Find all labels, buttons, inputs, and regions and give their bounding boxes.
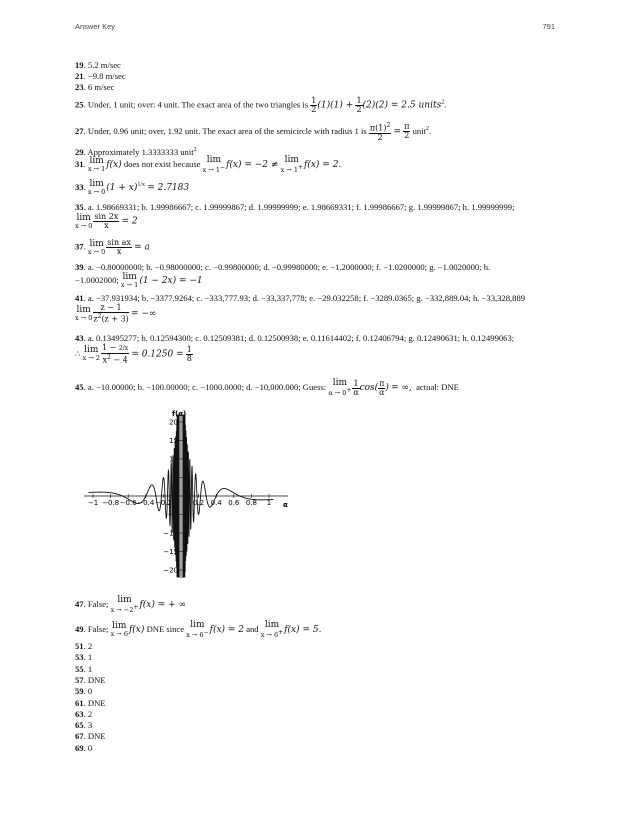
function-graph <box>84 410 294 580</box>
x-tick-label: −0.8 <box>102 499 120 507</box>
answer-19: 19. 5.2 m/sec <box>75 60 121 70</box>
answer-69: 69. 0 <box>75 742 93 753</box>
answer-57: 57. DNE <box>75 674 106 685</box>
answer-39: 39. a. −0.80000000; b. −0.98000000; c. −0.99800000; d. −0.99980000; e. −1.2000000; f. −1.0200000; g. −1.0020000; h. −1.0002000; lim x → 1 (1 − 2x) = −1 <box>75 262 491 289</box>
x-tick-label: −1 <box>87 499 99 507</box>
graph-x-axis-label: α <box>283 501 288 509</box>
answer-41: 41. a. −37.931934; b. −3377.9264; c. −333,777.93; d. −33,337,778; e. −29.032258; f. −3289.0365; g. −332,889.04; h. −33,328,889 lim x → 0 $\frac{z - 1}{z^2(z + 3)}$ = −∞ <box>75 293 526 324</box>
y-tick-label: −10 <box>163 529 178 538</box>
answer-37: 37. lim x → 0 $\frac{\text{sin ax}}{x}$ = a <box>75 238 150 256</box>
answer-35: 35. a. 1.98669331; b. 1.99986667; c. 1.99999867; d. 1.99999999; e. 1.98669331; f. 1.99986667; g. 1.99999867; h. 1.99999999; lim x → 0 $\frac{\sin 2x}{x}$ = 2 <box>75 202 515 230</box>
answer-49: 49. False; lim x → 6 f(x) DNE since lim x → 6− f(x) = 2 and lim x → 6+ f(x) = 5. <box>75 620 322 640</box>
answer-63: 63. 2 <box>75 708 93 719</box>
answer-67: 67. DNE <box>75 731 106 742</box>
answer-59: 59. 0 <box>75 686 93 697</box>
answer-25: 25. Under, 1 unit; over: 4 unit. The exact area of the two triangles is $\frac{1}{2}$ (1)(1) + $\frac{1}{2}$ (2)(2) = 2.5 units$^2$. <box>75 96 447 114</box>
answer-43: 43. a. 0.13495277; b. 0.12594300; c. 0.12509381; d. 0.12500938; e. 0.11614402; f. 0.12406794; g. 0.12490631; h. 0.12499063; ∴ lim x → 2 $\frac{1 - 2/x}{x^2 - 4}$ = 0.1250 = $\frac{1}{8}$ <box>75 333 515 365</box>
y-tick-label: 20 <box>169 418 178 427</box>
answer-21: 21. −9.8 m/sec <box>75 71 126 81</box>
answer-53: 53. 1 <box>75 652 93 663</box>
answer-27: 27. Under, 0.96 unit; over, 1.92 unit. The exact area of the semicircle with radius 1 is $\frac{\pi(1)^2}{2}$ = $\frac{\pi}{2}$ unit$^2$. <box>75 122 432 142</box>
answer-55: 55. 1 <box>75 663 93 674</box>
answer-51: 51. 2 <box>75 641 93 651</box>
x-tick-label: 0.2 <box>193 499 205 507</box>
x-tick-label: −0.2 <box>154 499 172 507</box>
running-header: Answer Key <box>75 22 116 31</box>
answer-29: 29. Approximately 1.3333333 unit$^2$ <box>75 146 197 157</box>
x-tick-label: 1 <box>266 499 272 507</box>
answer-65: 65. 3 <box>75 720 93 731</box>
x-tick-label: 0.6 <box>228 499 240 507</box>
answer-33: 33. lim x → 0 $(1 + x)^{1/x} = 2.7183$ <box>75 179 190 196</box>
answer-23: 23. 6 m/sec <box>75 82 115 92</box>
answer-45: 45. a. −10.00000; b. −100.00000; c. −1000.0000; d. −10,000.000; Guess: lim α → 0+ $\frac{1}{\alpha}$ cos( $\frac{\pi}{\alpha}$ ) = ∞, actual: DNE <box>75 378 459 398</box>
x-tick-label: −0.4 <box>137 499 155 507</box>
x-tick-label: 0.8 <box>245 499 257 507</box>
y-tick-label: 5 <box>173 474 178 482</box>
y-tick-label: 10 <box>169 455 178 464</box>
answer-61: 61. DNE <box>75 697 106 708</box>
y-tick-label: −20 <box>163 566 178 575</box>
answer-31: 31. lim x → 1 f(x) does not exist because lim x → 1− f(x) = −2 ≠ lim x → 1+ f(x) = 2. <box>75 155 342 175</box>
y-tick-label: 15 <box>169 437 178 445</box>
y-tick-label: −5 <box>167 511 178 519</box>
x-tick-label: 0.4 <box>210 499 222 507</box>
x-tick-label: −0.6 <box>119 499 137 507</box>
page-number: 791 <box>542 22 555 31</box>
y-tick-label: −15 <box>163 548 178 556</box>
answer-47: 47. False; lim x → −2+ f(x) = + ∞ <box>75 595 187 615</box>
graph-y-axis-label: f(α) <box>172 410 187 418</box>
